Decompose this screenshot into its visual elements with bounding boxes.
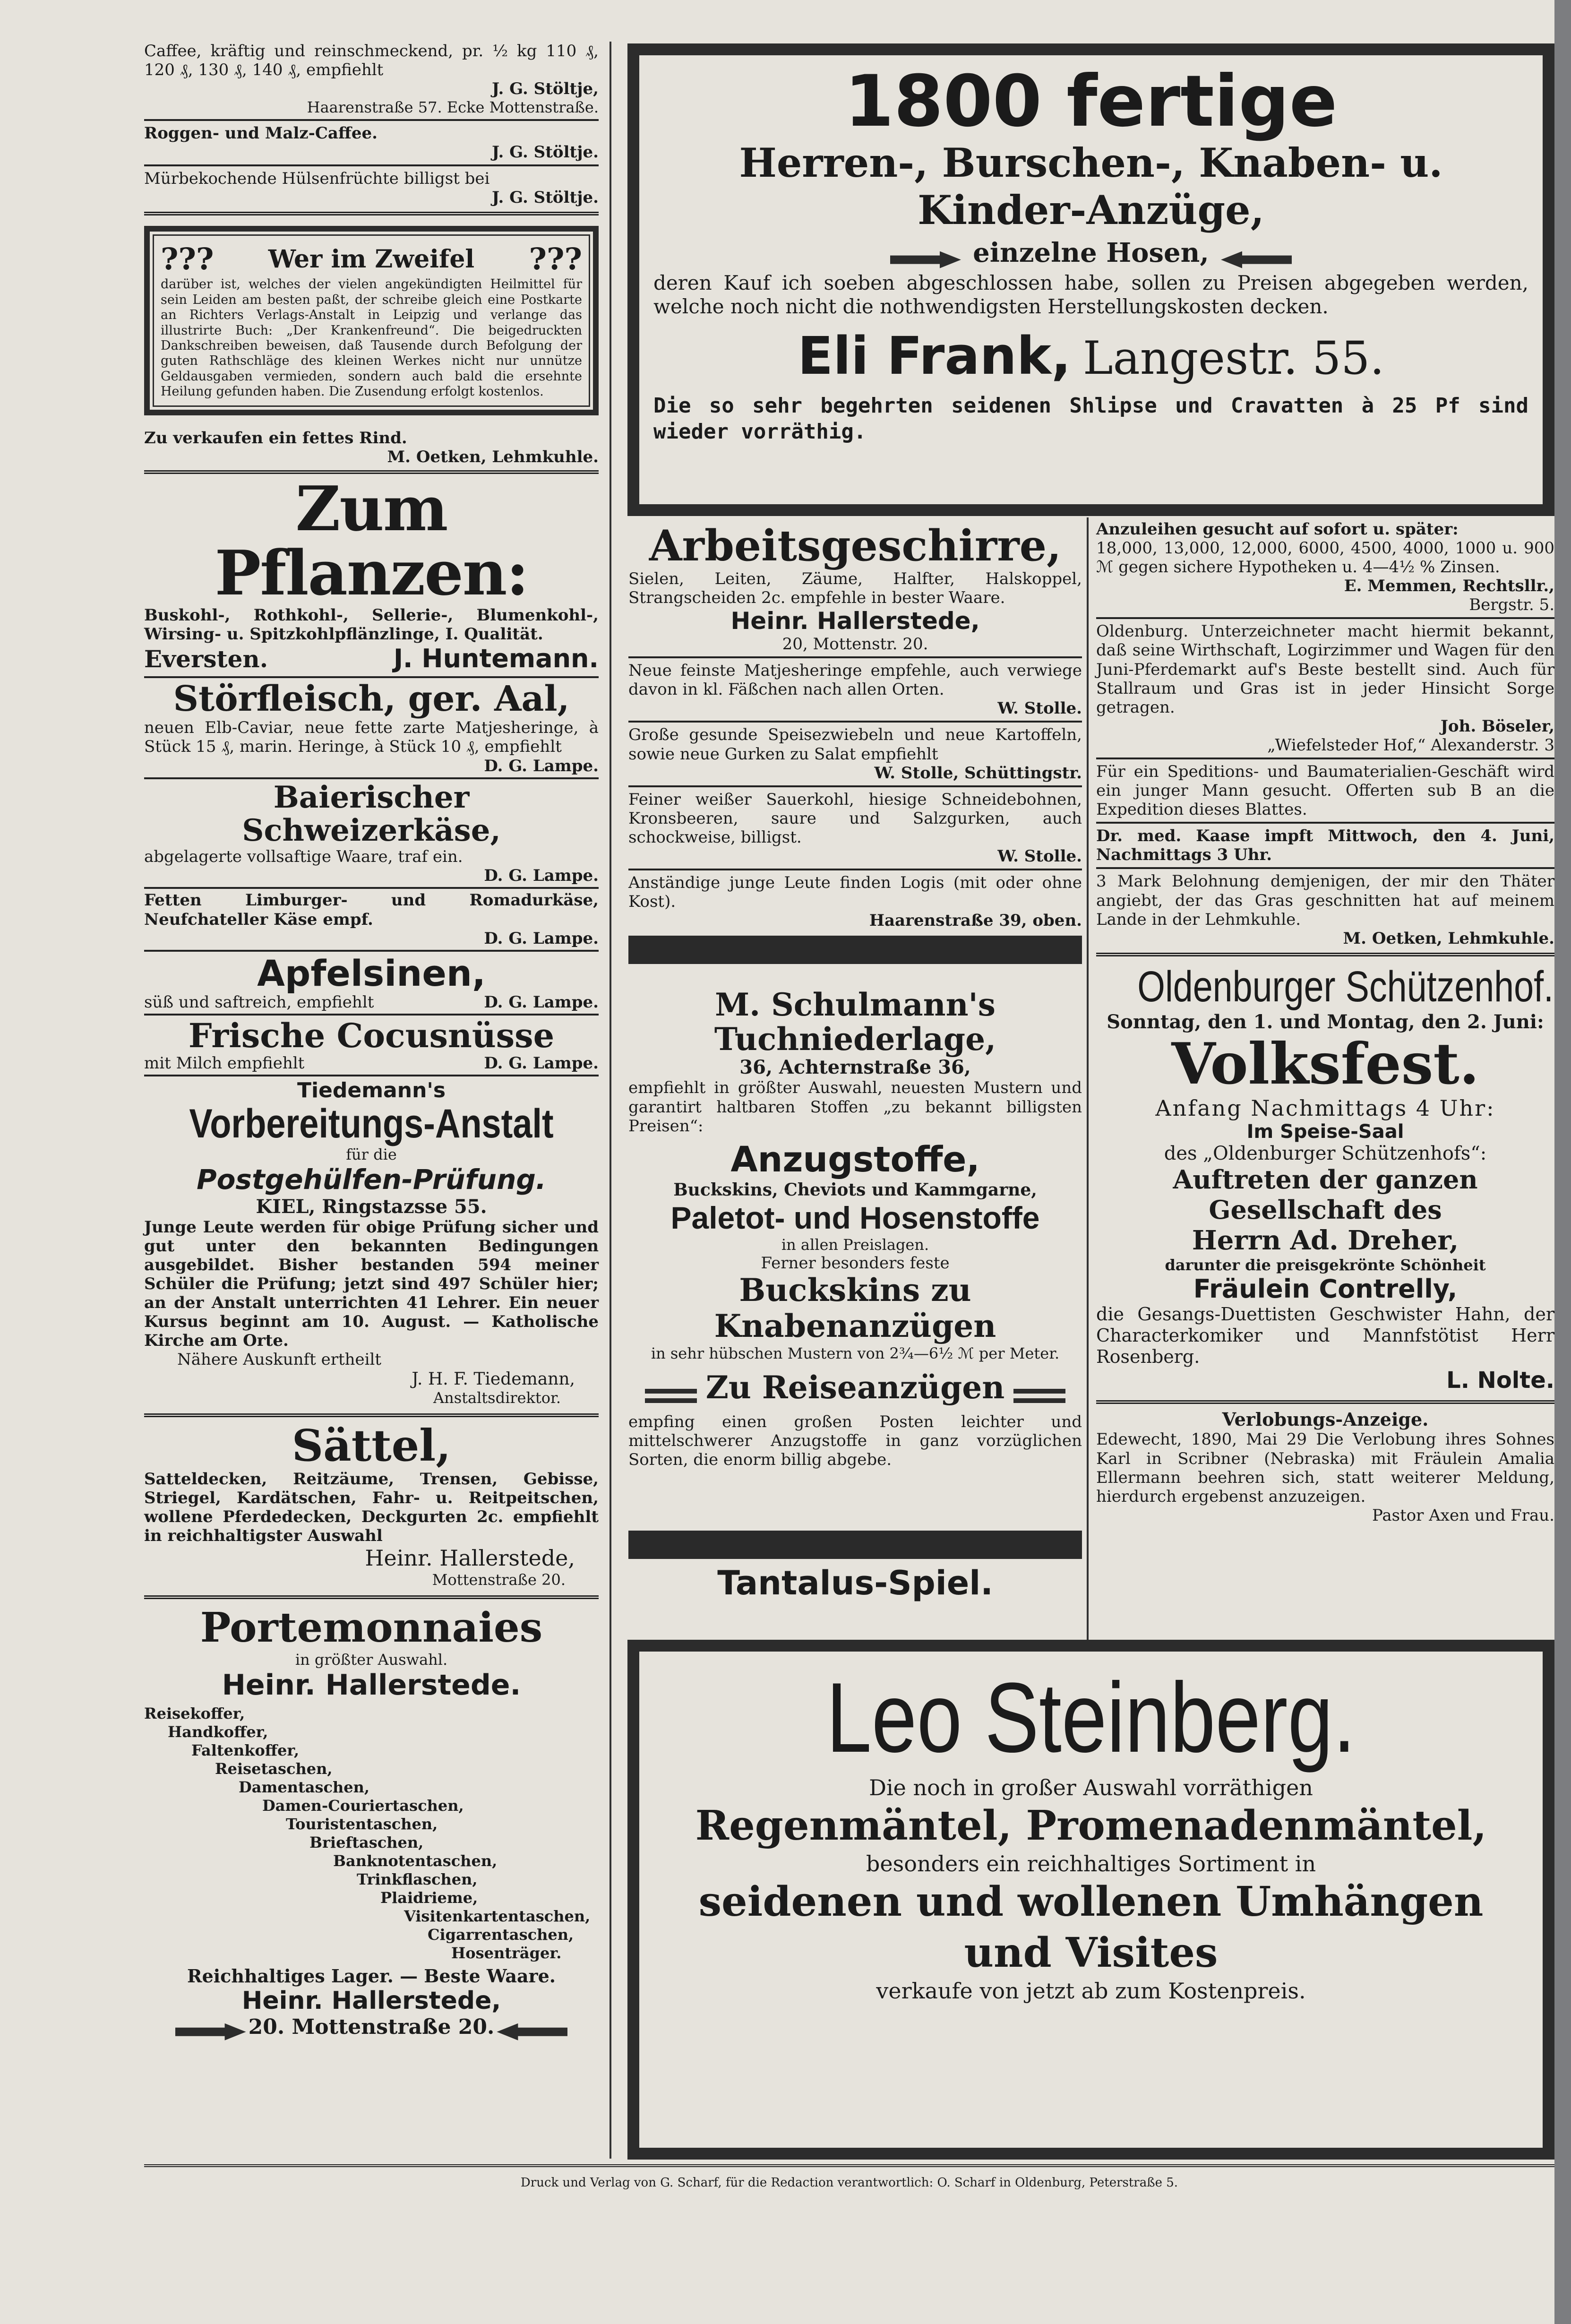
ad-address: „Wiefelsteder Hof,“ Alexanderstr. 3 — [1267, 735, 1554, 755]
ad-address: Langestr. 55. — [1082, 331, 1384, 385]
ad-text: Reichhaltiges Lager. — Beste Waare. — [187, 1965, 556, 1987]
ad-title: Portemonnaies — [200, 1604, 543, 1652]
ad-tantalus: Tantalus-Spiel. — [717, 1563, 993, 1602]
ad-title: Anzuleihen gesucht auf sofort u. später: — [1096, 520, 1459, 539]
list-item: Visitenkartentaschen, — [404, 1907, 591, 1926]
ad-signature: J. Huntemann. — [393, 643, 599, 673]
ad-schuetzenhof — [1096, 956, 1554, 1404]
ad-title: Wer im Zweifel — [268, 245, 475, 274]
ad-signature: D. G. Lampe. — [484, 866, 599, 886]
ad-belohnung — [1096, 869, 1554, 956]
ad-text: seidenen und wollenen Umhängen — [698, 1878, 1484, 1926]
list-item: Reisetaschen, — [215, 1759, 333, 1778]
ad-text: Herrn Ad. Dreher, — [1192, 1224, 1459, 1256]
double-line-icon — [1013, 1389, 1065, 1403]
ad-tiedemann — [144, 1076, 599, 1417]
question-marks-icon: ??? — [529, 241, 582, 277]
ad-text: Fräulein Contrelly, — [1193, 1274, 1458, 1304]
ad-text: Fetten Limburger- und Romadurkäse, Neufchateller Käse empf. — [144, 891, 599, 929]
ad-title: Baierischer Schweizerkäse, — [242, 779, 501, 848]
ad-title: 1800 fertige — [844, 60, 1338, 143]
ad-stoer — [144, 678, 599, 779]
ad-zwiebeln — [628, 723, 1082, 787]
ad-signature: M. Oetken, Lehmkuhle. — [387, 447, 599, 466]
ad-text: Mürbekochende Hülsenfrüchte billigst bei — [144, 169, 490, 189]
pointing-hand-icon — [1221, 251, 1292, 268]
ad-boeseler — [1096, 619, 1554, 759]
ad-subtitle: Herren-, Burschen-, Knaben- u. Kinder-Anzüge, — [739, 139, 1443, 234]
ad-signature: Heinr. Hallerstede, — [241, 1987, 501, 2015]
ad-address: 36, Achternstraße 36, — [739, 1056, 971, 1079]
left-column — [144, 42, 599, 2047]
ad-signature: J. G. Stöltje, — [492, 79, 599, 99]
ad-city: KIEL, Ringstazsse 55. — [256, 1195, 487, 1218]
ad-cocos — [144, 1016, 599, 1076]
ad-text: Buskohl-, Rothkohl-, Sellerie-, Blumenkohl-, Wirsing- u. Spitzkohlpflänzlinge, I. Qualität. — [144, 605, 599, 644]
pointing-hand-icon — [890, 251, 961, 268]
ad-text: für die — [346, 1145, 397, 1163]
list-item: Trinkflaschen, — [357, 1870, 478, 1889]
ad-fest: Volksfest. — [1171, 1030, 1479, 1097]
list-item: Touristentaschen, — [286, 1815, 438, 1833]
pointing-hand-icon — [175, 2023, 246, 2040]
ad-roggen — [144, 121, 599, 166]
ad-heading: Paletot- und Hosenstoffe — [670, 1200, 1040, 1235]
ad-text: Oldenburg. Unterzeichneter macht hiermit bekannt, daß seine Wirthschaft, Logirzimmer und Wagen für den Juni-Pferdemarkt auf's Beste bestellt sind. Auch für Stallraum und Gras ist in jeder Hinsicht Sorge getragen. — [1096, 622, 1554, 717]
ad-signature: D. G. Lampe. — [484, 929, 599, 948]
column-separator — [1087, 517, 1089, 1647]
ad-role: Anstaltsdirektor. — [433, 1388, 561, 1407]
ad-title: Apfelsinen, — [257, 952, 486, 994]
ad-heading: Zu Reiseanzügen — [705, 1369, 1005, 1406]
ad-anleihe — [1096, 520, 1554, 619]
ad-signature: J. G. Stöltje. — [492, 143, 599, 162]
ad-address: 20. Mottenstraße 20. — [248, 2015, 495, 2040]
ad-text: Für ein Speditions- und Baumaterialien-Geschäft wird ein junger Mann gesucht. Offerten sub B an die Expedition dieses Blattes. — [1096, 762, 1554, 819]
list-item: Damentaschen, — [239, 1778, 370, 1796]
ad-signature: Joh. Böseler, — [1440, 716, 1554, 736]
ad-text: besonders ein reichhaltiges Sortiment in — [866, 1851, 1316, 1876]
ad-address: Bergstr. 5. — [1469, 595, 1554, 615]
ad-zweifel — [144, 226, 599, 415]
ad-signature: Heinr. Hallerstede, — [730, 607, 980, 635]
ad-signature: Pastor Axen und Frau. — [1372, 1506, 1554, 1525]
ad-text: Anständige junge Leute finden Logis (mit oder ohne Kost). — [628, 873, 1082, 912]
ad-text: Zu verkaufen ein fettes Rind. — [144, 428, 407, 448]
ad-signature: W. Stolle. — [997, 846, 1082, 866]
ad-text: darüber ist, welches der vielen angekündigten Heilmittel für sein Leiden am besten paßt, der schreibe gleich eine Postkarte an Richters Verlags-Anstalt in Leipzig und verlange das illustrirte Buch: „Der Krankenfreund“. Die beigedruckten Dankschreiben beweisen, daß Tausende durch Befolgung der guten Rathschläge des kleinen Werkes nicht nur unnütze Geldausgaben vermieden, sondern auch bald die ersehnte Heilung gefunden haben. Die Zusendung erfolgt kostenlos. — [161, 277, 582, 399]
ad-text: Die noch in großer Auswahl vorräthigen — [869, 1774, 1313, 1800]
black-bar — [628, 936, 1082, 964]
pointing-hand-icon — [497, 2023, 567, 2040]
ad-text: darunter die preisgekrönte Schönheit — [1165, 1256, 1486, 1274]
list-item: Reisekoffer, — [144, 1704, 245, 1722]
ad-signature: Heinr. Hallerstede, — [365, 1545, 575, 1571]
ad-heading: Anzugstoffe, — [730, 1139, 980, 1180]
black-bar — [628, 1531, 1082, 1559]
ad-signature: E. Memmen, Rechtsllr., — [1344, 577, 1554, 596]
ad-caffee — [144, 42, 599, 121]
ad-signature: W. Stolle, Schüttingstr. — [874, 763, 1082, 783]
ad-sauerkohl — [628, 787, 1082, 870]
ad-text: des „Oldenburger Schützenhofs“: — [1164, 1142, 1487, 1164]
ad-text: die Gesangs-Duettisten Geschwister Hahn, der Characterkomiker und Mannfstötist Herr Rosenberg. — [1096, 1303, 1554, 1367]
ad-text: Edewecht, 1890, Mai 29 Die Verlobung ihres Sohnes Karl in Scribner (Nebraska) mit Fräulein Amalia Ellermann beehren sich, statt weiterer Meldung, hierdurch ergebenst anzuzeigen. — [1096, 1430, 1554, 1506]
mid-column — [628, 520, 1082, 1602]
ad-text: Anfang Nachmittags 4 Uhr: — [1155, 1095, 1495, 1121]
ad-text: 18,000, 13,000, 12,000, 6000, 4500, 4000, 1000 u. 900 ℳ gegen sichere Hypotheken u. 4—4½ % Zinsen. — [1096, 539, 1554, 577]
page-edge — [1554, 0, 1571, 2324]
double-line-icon — [645, 1389, 697, 1403]
ad-title: Störfleisch, ger. Aal, — [173, 678, 570, 719]
ad-title: Sättel, — [292, 1420, 451, 1471]
ad-signature: J. H. F. Tiedemann, — [412, 1369, 575, 1389]
ad-name: Eli Frank, — [798, 325, 1071, 386]
ad-text: Auftreten der ganzen Gesellschaft des — [1173, 1164, 1478, 1225]
ad-arbeitsgeschirre — [628, 520, 1082, 658]
ad-text: empfing einen großen Posten leichter und mittelschwerer Anzugstoffe in ganz vorzüglichen Sorten, die enorm billig abgebe. — [628, 1412, 1082, 1469]
ad-matjes — [628, 658, 1082, 723]
ad-signature: D. G. Lampe. — [484, 1054, 599, 1073]
ad-address: Haarenstraße 57. Ecke Mottenstraße. — [307, 98, 599, 117]
ad-title: Oldenburger Schützenhof. — [1137, 962, 1554, 1011]
column-separator — [610, 42, 611, 2159]
ad-signature: W. Stolle. — [997, 699, 1082, 718]
ad-leo-steinberg — [627, 1640, 1554, 2160]
ad-text: mit Milch empfiehlt — [144, 1054, 305, 1073]
ad-text: empfiehlt in größter Auswahl, neuesten Mustern und garantirt haltbaren Stoffen „zu bekannt billigsten Preisen“: — [628, 1078, 1082, 1136]
ad-address: Mottenstraße 20. — [432, 1571, 566, 1589]
ad-text: in allen Preislagen. — [781, 1235, 929, 1254]
ad-pre: Tiedemann's — [297, 1078, 446, 1103]
ad-title: Vorbereitungs-Anstalt — [189, 1101, 554, 1147]
ad-saettel — [144, 1417, 599, 1600]
ad-spedition — [1096, 759, 1554, 824]
ad-text: neuen Elb-Caviar, neue fette zarte Matjesheringe, à Stück 15 ₰, marin. Heringe, à Stück 10 ₰, empfiehlt — [144, 718, 599, 757]
ad-text: in größter Auswahl. — [295, 1650, 448, 1669]
ad-text: abgelagerte vollsaftige Waare, traf ein. — [144, 847, 463, 867]
ad-text: Junge Leute werden für obige Prüfung sicher und gut unter den bekannten Bedingungen ausgebildet. Bisher bestanden 594 meiner Schüler die Prüfung; jetzt sind 497 Schüler hier; an der Anstalt unterrichten 41 Lehrer. Ein neuer Kursus beginnt am 10. August. — Katholische Kirche am Orte. — [144, 1217, 599, 1351]
list-item: Brieftaschen, — [309, 1833, 424, 1852]
footer-imprint: Druck und Verlag von G. Scharf, für die Redaction verantwortlich: O. Scharf in Oldenburg, Peterstraße 5. — [144, 2164, 1554, 2190]
ad-kaase — [1096, 824, 1554, 869]
ad-signature: L. Nolte. — [1446, 1367, 1554, 1394]
ad-note: Die so sehr begehrten seidenen Shlipse und Cravatten à 25 Pf sind wieder vorräthig. — [653, 393, 1528, 444]
ad-portemonnaies — [144, 1599, 599, 2047]
ad-huelsen — [144, 166, 599, 215]
ad-title: M. Schulmann's Tuchniederlage, — [714, 986, 996, 1058]
list-item: Faltenkoffer, — [191, 1741, 300, 1759]
list-item: Banknotentaschen, — [333, 1852, 498, 1870]
ad-text: Nähere Auskunft ertheilt — [177, 1350, 382, 1369]
ad-text: Satteldecken, Reitzäume, Trensen, Gebisse, Striegel, Kardätschen, Fahr- u. Reitpeitschen, wollene Pferdedecken, Deckgurten 2c. empfiehlt in reichhaltigster Auswahl — [144, 1469, 599, 1546]
ad-hosen: einzelne Hosen, — [973, 237, 1209, 269]
item-list — [144, 1704, 599, 1962]
ad-heading: Buckskins zu Knabenanzügen — [714, 1271, 996, 1344]
ad-rind — [144, 425, 599, 474]
ad-text: Große gesunde Speisezwiebeln und neue Kartoffeln, sowie neue Gurken zu Salat empfiehlt — [628, 725, 1082, 764]
ad-text: deren Kauf ich soeben abgeschlossen habe, sollen zu Preisen abgegeben werden, welche noch nicht die nothwendigsten Herstellungskosten decken. — [653, 271, 1528, 318]
ad-signature: M. Oetken, Lehmkuhle. — [1343, 929, 1554, 948]
ad-pflanzen — [144, 474, 599, 678]
ad-schweizer — [144, 779, 599, 889]
ad-text: Roggen- und Malz-Caffee. — [144, 124, 378, 143]
ad-signature: D. G. Lampe. — [484, 993, 599, 1012]
ad-text: Buckskins, Cheviots und Kammgarne, — [673, 1179, 1037, 1200]
ad-signature: Haarenstraße 39, oben. — [869, 911, 1082, 930]
ad-text: Feiner weißer Sauerkohl, hiesige Schneidebohnen, Kronsbeeren, saure und Salzgurken, auch schockweise, billigst. — [628, 790, 1082, 847]
ad-title: Leo Steinberg. — [826, 1662, 1356, 1773]
ad-title: Arbeitsgeschirre, — [649, 521, 1062, 571]
ad-signature: J. G. Stöltje. — [492, 188, 599, 207]
question-marks-icon: ??? — [161, 241, 214, 277]
ad-title: Zum Pflanzen: — [215, 472, 528, 610]
ad-eli-frank — [627, 43, 1554, 516]
ad-text: 3 Mark Belohnung demjenigen, der mir den Thäter angiebt, der das Gras geschnitten hat auf meinem Lande in der Lehmkuhle. — [1096, 872, 1554, 929]
ad-text: Dr. med. Kaase impft Mittwoch, den 4. Juni, Nachmittags 3 Uhr. — [1096, 826, 1554, 865]
ad-text: Sielen, Leiten, Zäume, Halfter, Halskoppel, Strangscheiden 2c. empfehle in bester Waare. — [628, 569, 1082, 608]
ad-name: Heinr. Hallerstede. — [222, 1668, 521, 1702]
list-item: Damen-Couriertaschen, — [262, 1796, 464, 1815]
ad-text: verkaufe von jetzt ab zum Kostenpreis. — [876, 1978, 1306, 2004]
ad-text: Im Speise-Saal — [1246, 1120, 1404, 1143]
ad-apfelsinen — [144, 952, 599, 1016]
ad-schulmann — [628, 983, 1082, 1474]
ad-exam: Postgehülfen-Prüfung. — [197, 1163, 546, 1196]
ad-text: Neue feinste Matjesheringe empfehle, auch verwiege davon in kl. Fäßchen nach allen Orten. — [628, 661, 1082, 699]
list-item: Plaidrieme, — [380, 1889, 478, 1907]
ad-verlobung — [1096, 1404, 1554, 1529]
ad-text: in sehr hübschen Mustern von 2¾—6½ ℳ per Meter. — [651, 1344, 1060, 1362]
ad-text: Ferner besonders feste — [761, 1253, 950, 1273]
ad-text: und Visites — [964, 1928, 1218, 1977]
list-item: Cigarrentaschen, — [428, 1926, 574, 1944]
ad-title: Verlobungs-Anzeige. — [1222, 1409, 1429, 1430]
ad-address: 20, Mottenstr. 20. — [782, 635, 928, 654]
ad-place: Eversten. — [144, 645, 268, 673]
ad-title: Frische Cocusnüsse — [188, 1016, 555, 1056]
ad-text: süß und saftreich, empfiehlt — [144, 993, 374, 1012]
ad-logis — [628, 870, 1082, 933]
ad-text: Regenmäntel, Promenadenmäntel, — [695, 1801, 1487, 1850]
ad-signature: D. G. Lampe. — [484, 756, 599, 775]
list-item: Handkoffer, — [168, 1722, 268, 1741]
ad-text: Caffee, kräftig und reinschmeckend, pr. ½ kg 110 ₰, 120 ₰, 130 ₰, 140 ₰, empfiehlt — [144, 42, 599, 80]
right-column — [1096, 520, 1554, 1530]
list-item: Hosenträger. — [451, 1944, 562, 1962]
ad-limburger — [144, 889, 599, 951]
ad-date: Sonntag, den 1. und Montag, den 2. Juni: — [1107, 1010, 1544, 1033]
